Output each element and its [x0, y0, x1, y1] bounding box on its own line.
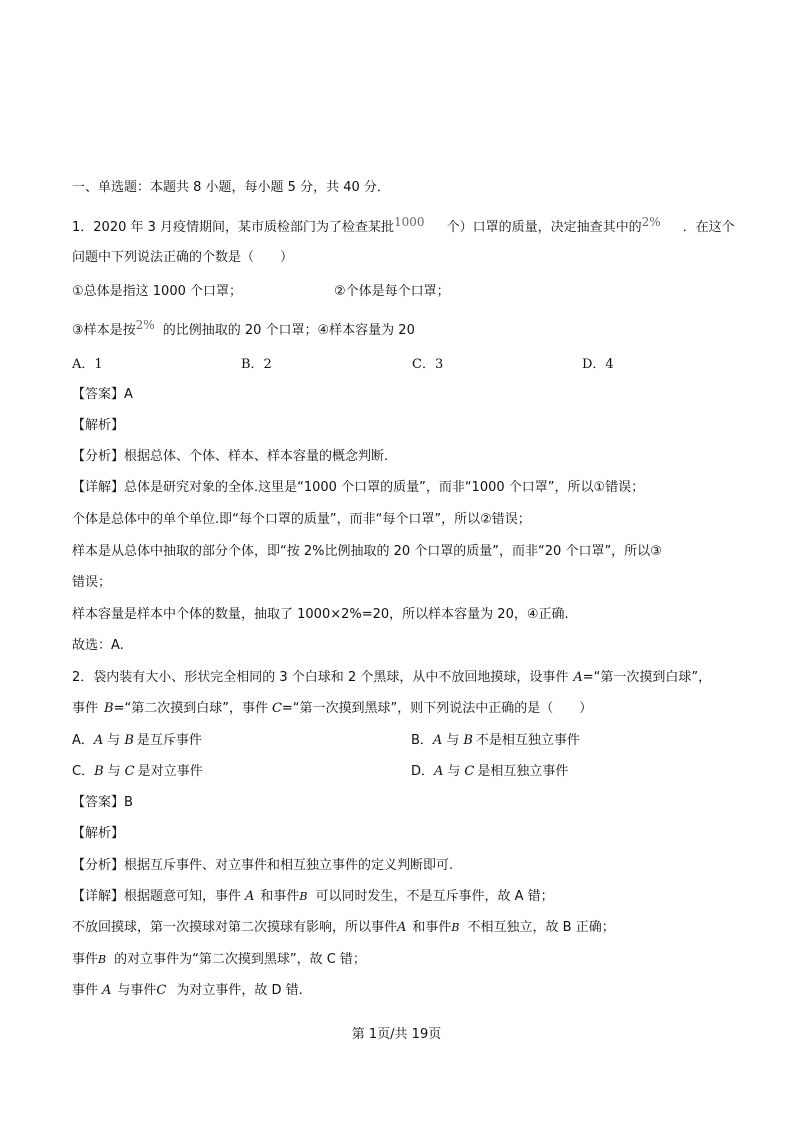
- q2-option-a: [72, 731, 202, 751]
- q2-detail-3: [72, 950, 366, 970]
- q1-stem-number: 1000: [394, 215, 425, 229]
- q1-option-a: A．1: [72, 357, 103, 372]
- q1-stem-text-b: 个）口罩的质量，决定抽查其中的: [446, 220, 642, 235]
- q2-detail-4: [72, 981, 303, 1001]
- event-a-symbol: A: [93, 733, 104, 748]
- q2-fenxi: 【分析】根据互斥事件、对立事件和相互独立事件的定义判断即可.: [72, 858, 454, 873]
- event-b-symbol: B: [299, 890, 308, 903]
- q2-detail-1: [72, 887, 554, 907]
- q1-stem-line1: [72, 217, 735, 238]
- q1-stem-percent: 2%: [641, 215, 661, 229]
- event-b-symbol: B: [124, 733, 134, 748]
- q2-stem-line1: [72, 668, 711, 688]
- q1-stem-text-a: 1．2020 年 3 月疫情期间，某市质检部门为了检查某批: [72, 220, 395, 235]
- q2-option-a-label: A．: [72, 733, 94, 748]
- event-b-symbol: B: [98, 953, 107, 966]
- q2-option-c: [72, 762, 203, 782]
- q2-option-a-text: 是互斥事件: [136, 733, 202, 748]
- q2-option-c-label: C．: [72, 764, 95, 779]
- event-b-symbol: B: [94, 764, 104, 779]
- q2-detail-1-text-a: 【详解】根据题意可知，事件: [72, 889, 242, 904]
- q1-stem-text-c: ．在这个: [682, 220, 735, 235]
- page-footer: 第 1页/共 19页: [351, 1027, 442, 1042]
- q2-option-d-text: 是相互独立事件: [477, 764, 569, 779]
- q2-option-b-text: 不是相互独立事件: [475, 733, 580, 748]
- q2-stem-line2: [72, 699, 592, 719]
- event-b-symbol: B: [451, 921, 460, 934]
- q2-option-c-conj: 与: [107, 764, 121, 779]
- q2-detail-2: [72, 918, 615, 938]
- event-b-symbol: B: [463, 733, 473, 748]
- q1-option-c: C．3: [412, 357, 444, 372]
- q1-statement-3-text-a: ③样本是按: [72, 323, 136, 338]
- q2-option-d: [411, 762, 568, 782]
- event-a-symbol: A: [245, 889, 255, 904]
- event-c-symbol: C: [271, 701, 282, 716]
- q2-detail-4-text-b: 与事件: [117, 983, 157, 998]
- q1-option-d: D．4: [582, 357, 614, 372]
- event-a-symbol: A: [573, 670, 583, 685]
- q2-analysis-label: 【解析】: [72, 826, 125, 841]
- q2-stem-text-e: =“第一次摸到黑球”，则下列说法中正确的是（ ）: [281, 701, 593, 716]
- q1-option-b: B．2: [241, 357, 272, 372]
- q1-fenxi: 【分析】根据总体、个体、样本、样本容量的概念判断.: [72, 449, 389, 464]
- q1-statement-1: ①总体是指这 1000 个口罩；: [72, 284, 243, 299]
- q1-stem-line2: 问题中下列说法正确的个数是（ ）: [72, 250, 294, 265]
- q2-stem-text-a: 2．袋内装有大小、形状完全相同的 3 个白球和 2 个黑球，从中不放回地摸球，设事件: [72, 670, 569, 685]
- q2-detail-3-text-a: 事件: [72, 952, 99, 967]
- q2-option-a-conj: 与: [107, 733, 121, 748]
- event-c-symbol: C: [156, 983, 167, 998]
- q1-statement-2: ②个体是每个口罩；: [334, 284, 450, 299]
- q1-detail-4: 错误；: [72, 575, 112, 590]
- q1-statement-3: [72, 320, 415, 341]
- q2-answer: 【答案】B: [72, 795, 133, 810]
- q2-detail-2-text-b: 和事件: [412, 920, 452, 935]
- q2-detail-1-text-c: 可以同时发生，不是互斥事件，故 A 错；: [315, 889, 554, 904]
- section-header: 一、单选题：本题共 8 小题，每小题 5 分，共 40 分．: [72, 180, 390, 195]
- q2-stem-text-b: =“第一次摸到白球”，: [582, 670, 712, 685]
- q2-stem-text-c: 事件: [72, 701, 99, 716]
- event-b-symbol: B: [104, 701, 114, 716]
- q1-detail-1: 【详解】总体是研究对象的全体.这里是“1000 个口罩的质量”，而非“1000 个口罩”，所以①错误；: [72, 480, 645, 495]
- event-a-symbol: A: [434, 764, 444, 779]
- q2-detail-4-text-a: 事件: [72, 983, 99, 998]
- q2-option-b: [411, 731, 580, 751]
- q1-conclusion: 故选：A.: [72, 638, 124, 653]
- q1-detail-2: 个体是总体中的单个单位.即“每个口罩的质量”，而非“每个口罩”，所以②错误；: [72, 512, 531, 527]
- q2-detail-2-text-a: 不放回摸球，第一次摸球对第二次摸球有影响，所以事件: [72, 920, 398, 935]
- q1-detail-3: 样本是从总体中抽取的部分个体，即“按 2%比例抽取的 20 个口罩的质量”，而非“20 个口罩”，所以③: [72, 544, 662, 559]
- event-a-symbol: A: [397, 920, 407, 935]
- event-a-symbol: A: [432, 733, 443, 748]
- q2-option-d-conj: 与: [447, 764, 461, 779]
- event-a-symbol: A: [102, 983, 112, 998]
- event-c-symbol: C: [124, 764, 135, 779]
- q2-option-c-text: 是对立事件: [137, 764, 203, 779]
- q2-option-b-conj: 与: [446, 733, 460, 748]
- q2-option-d-label: D．: [411, 764, 435, 779]
- q1-statement-3-text-b: 的比例抽取的 20 个口罩；④样本容量为 20: [162, 323, 415, 338]
- q2-option-b-label: B．: [411, 733, 433, 748]
- q1-analysis-label: 【解析】: [72, 418, 125, 433]
- q2-stem-text-d: =“第二次摸到白球”，事件: [113, 701, 268, 716]
- q1-detail-5: 样本容量是样本中个体的数量，抽取了 1000×2%=20，所以样本容量为 20，④正确.: [72, 607, 569, 622]
- q2-detail-4-text-c: 为对立事件，故 D 错.: [176, 983, 303, 998]
- q1-statement-3-percent: 2%: [135, 318, 155, 332]
- q2-detail-2-text-c: 不相互独立，故 B 正确；: [467, 920, 615, 935]
- q1-answer: 【答案】A: [72, 387, 133, 402]
- q2-detail-1-text-b: 和事件: [260, 889, 300, 904]
- event-c-symbol: C: [464, 764, 475, 779]
- q2-detail-3-text-b: 的对立事件为“第二次摸到黑球”，故 C 错；: [114, 952, 366, 967]
